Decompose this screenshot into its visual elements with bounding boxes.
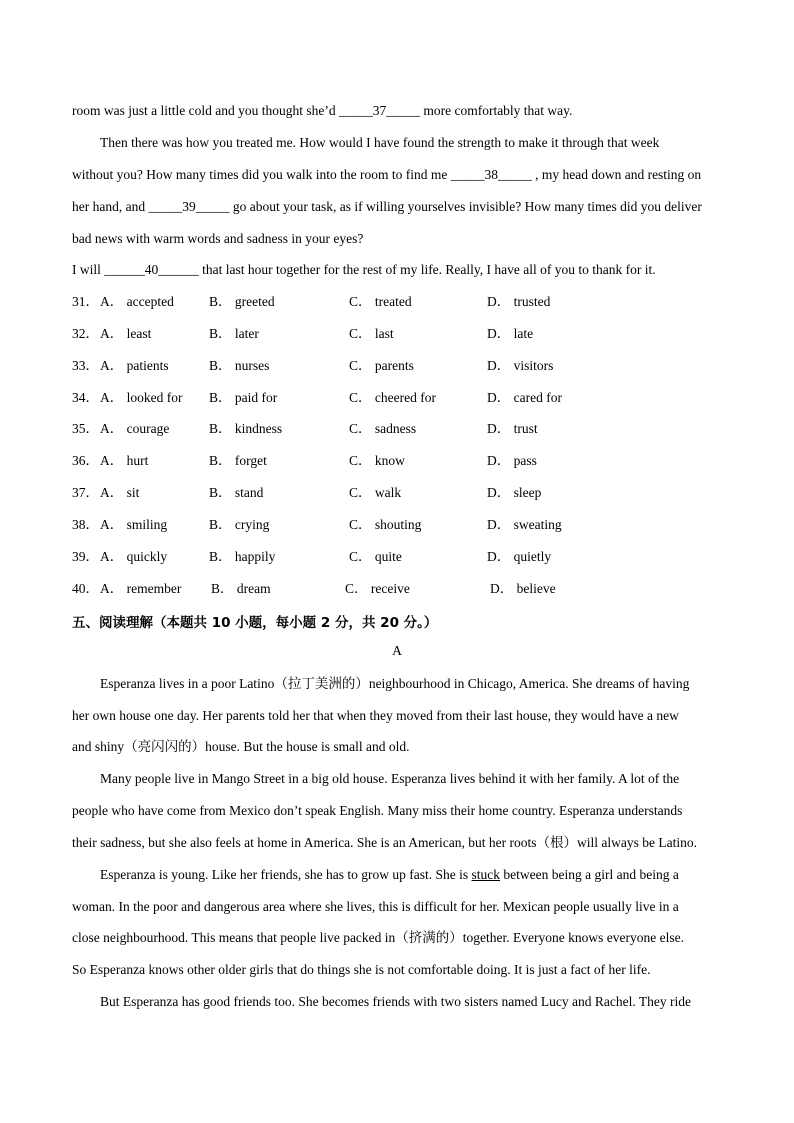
paragraph-line: close neighbourhood. This means that people live packed in（挤满的）together. Everyone knows everyone else. <box>72 930 684 945</box>
passage-line-3: without you? How many times did you walk into the room to find me _____38_____ , my head down and resting on <box>72 167 702 182</box>
paragraph-line: But Esperanza has good friends too. She becomes friends with two sisters named Lucy and Rachel. They ride <box>100 994 691 1009</box>
paragraph-line: Esperanza is young. Like her friends, she has to grow up fast. She is stuck between being a girl and being a <box>100 867 679 882</box>
passage-line-4: her hand, and _____39_____ go about your task, as if willing yourselves invisible? How many times did you deliver <box>72 199 702 214</box>
paragraph-line: people who have come from Mexico don’t speak English. Many miss their home country. Esperanza understands <box>72 803 683 818</box>
paragraph-line: their sadness, but she also feels at home in America. She is an American, but her roots（根）will always be Latino. <box>72 835 697 850</box>
blank-38: _____38_____ <box>450 167 532 182</box>
document-page: room was just a little cold and you thought she’d _____37_____ more comfortably that way. Then there was how you treated me. How would I have found the strength to make it through that week without you? How many times did you walk into the room to find me _____38_____ , my head down and resting on her hand, and _____39_____ go about your task, as if willing yourselves invisible? How many times did you deliver bad news with warm words and sadness in your eyes? I will ______40______ that last hour together for the rest of my life. Really, I have all of you to thank for it. 31． A． accepted B． greeted C． treated D． trusted 32． A． least B． later C． last D． late 33． A． patients B． nurses C． parents D． visitors 34． A． looked for B． paid for C． cheered for D． cared for 35． A． courage B． kindness C． sadness D． trust 36． A． hurt B． forget C． know D． pass 37． A． sit B． stand C． walk D． sleep 38． A． smiling B． crying C． shouting D． sweating 39． A． quickly B． happily C． quite D． quietly 40． A． remember B． dream C． receive D． believe 五、阅读理解（本题共 10 小题，每小题 2 分，共 20 分。） A Esperanza lives in a poor Latino（拉丁美洲的）neighbourhood in Chicago, America. She dreams of having her own house one day. Her parents told her that when they moved from their last house, they would have a new and shiny（亮闪闪的）house. But the house is small and old. Many people live in Mango Street in a big old house. Esperanza lives behind it with her family. A lot of the people who have come from Mexico don’t speak English. Many miss their home country. Esperanza understands their sadness, but she also feels at home in America. She is an American, but her roots（根）will always be Latino. Esperanza is young. Like her friends, she has to grow up fast. She is stuck between being a girl and being a woman. In the poor and dangerous area where she lives, this is difficult for her. Mexican people usually live in a close neighbourhood. This means that people live packed in（挤满的）together. Everyone knows everyone else. So Esperanza knows other older girls that do things she is not comfortable doing. It is just a fact of her life. But Esperanza has good friends too. She becomes friends with two sisters named Lucy and Rachel. They ride <box>0 0 794 1123</box>
paragraph-line: and shiny（亮闪闪的）house. But the house is small and old. <box>72 739 410 754</box>
paragraph-line: woman. In the poor and dangerous area where she lives, this is difficult for her. Mexican people usually live in a <box>72 899 679 914</box>
blank-37: _____37_____ <box>338 103 420 118</box>
passage-line-2: Then there was how you treated me. How would I have found the strength to make it through that week <box>100 135 660 150</box>
passage-line-1: room was just a little cold and you thought she’d _____37_____ more comfortably that way. <box>72 103 573 118</box>
paragraph-line: Esperanza lives in a poor Latino（拉丁美洲的）neighbourhood in Chicago, America. She dreams of having <box>100 676 690 691</box>
paragraph-line: So Esperanza knows other older girls that do things she is not comfortable doing. It is just a fact of her life. <box>72 962 651 977</box>
blank-39: _____39_____ <box>148 199 230 214</box>
passage-label: A <box>392 643 402 658</box>
blank-40: ______40______ <box>104 262 199 277</box>
passage-line-5: bad news with warm words and sadness in your eyes? <box>72 231 364 246</box>
underlined-word-stuck: stuck <box>471 867 501 882</box>
section-title: 五、阅读理解（本题共 10 小题，每小题 2 分，共 20 分。） <box>72 615 438 631</box>
paragraph-line: her own house one day. Her parents told her that when they moved from their last house, they would have a new <box>72 708 679 723</box>
paragraph-line: Many people live in Mango Street in a big old house. Esperanza lives behind it with her family. A lot of the <box>100 771 680 786</box>
passage-line-6: I will ______40______ that last hour together for the rest of my life. Really, I have all of you to thank for it. <box>72 262 656 277</box>
